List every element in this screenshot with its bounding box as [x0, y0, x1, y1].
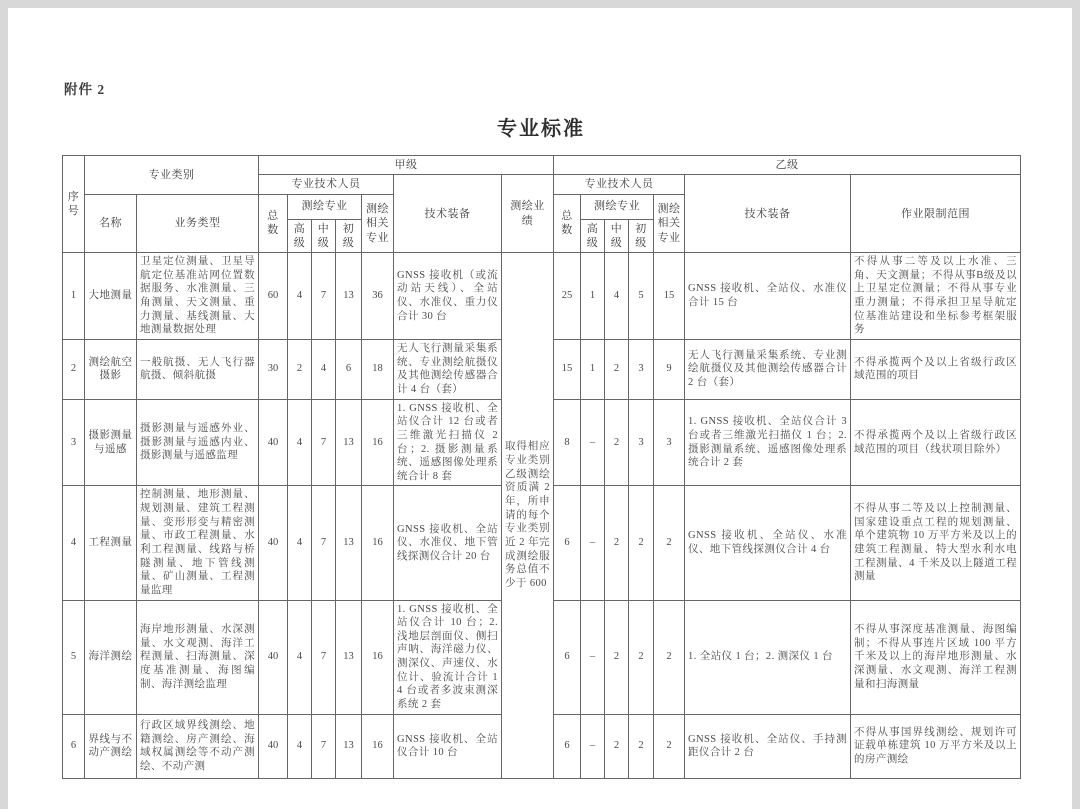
- header-a-performance: 测绘业绩: [502, 175, 554, 253]
- grade-a-equipment: GNSS 接收机、全站仪合计 10 台: [394, 714, 502, 778]
- business-type: 摄影测量与遥感外业、摄影测量与遥感内业、摄影测量与遥感监理: [137, 399, 259, 486]
- header-a-surveying-major: 测绘专业: [288, 194, 362, 219]
- grade-b-junior: 3: [629, 340, 654, 400]
- grade-b-equipment: GNSS 接收机、全站仪、手持测距仪合计 2 台: [685, 714, 851, 778]
- grade-a-equipment: 无人飞行测量采集系统、专业测绘航摄仪及其他测绘传感器合计 4 台（套）: [394, 340, 502, 400]
- grade-a-junior: 13: [336, 714, 362, 778]
- grade-a-total: 60: [259, 253, 288, 340]
- grade-b-senior: 1: [581, 253, 605, 340]
- grade-b-restriction: 不得承揽两个及以上省级行政区域范围的项目（线状项目除外）: [851, 399, 1021, 486]
- header-a-personnel: 专业技术人员: [259, 175, 394, 194]
- grade-a-total: 40: [259, 399, 288, 486]
- grade-b-restriction: 不得从事二等及以上水准、三角、天文测量；不得从事B级及以上卫星定位测量；不得从事专业重力测量；不得承担卫星导航定位基准站建设和坐标参考框架服务: [851, 253, 1021, 340]
- header-b-equipment: 技术装备: [685, 175, 851, 253]
- header-a-junior: 初级: [336, 219, 362, 253]
- grade-a-senior: 4: [288, 714, 312, 778]
- row-serial: 5: [63, 600, 85, 714]
- business-type: 一般航摄、无人飞行器航摄、倾斜航摄: [137, 340, 259, 400]
- category-name: 海洋测绘: [85, 600, 137, 714]
- grade-a-junior: 13: [336, 486, 362, 600]
- grade-b-mid: 2: [605, 340, 629, 400]
- header-serial: 序号: [63, 156, 85, 253]
- grade-a-related: 36: [362, 253, 394, 340]
- header-category: 专业类别: [85, 156, 259, 195]
- grade-a-senior: 4: [288, 253, 312, 340]
- header-row-1: [63, 156, 1021, 175]
- header-grade-a: 甲级: [259, 156, 554, 175]
- grade-a-related: 16: [362, 486, 394, 600]
- grade-b-equipment: GNSS 接收机、全站仪、水准仪、地下管线探测仪合计 4 台: [685, 486, 851, 600]
- header-b-mid: 中级: [605, 219, 629, 253]
- grade-b-total: 6: [554, 600, 581, 714]
- header-business-type: 业务类型: [137, 194, 259, 253]
- header-a-mid: 中级: [312, 219, 336, 253]
- grade-a-junior: 6: [336, 340, 362, 400]
- grade-b-equipment: 无人飞行测量采集系统、专业测绘航摄仪及其他测绘传感器合计 2 台（套）: [685, 340, 851, 400]
- table-row: [63, 253, 1021, 340]
- page-title: 专业标准: [497, 118, 585, 140]
- grade-b-restriction: 不得承揽两个及以上省级行政区域范围的项目: [851, 340, 1021, 400]
- grade-b-junior: 3: [629, 399, 654, 486]
- grade-b-related: 15: [654, 253, 685, 340]
- grade-b-junior: 2: [629, 600, 654, 714]
- header-b-surveying-major: 测绘专业: [581, 194, 654, 219]
- grade-b-equipment: 1. GNSS 接收机、全站仪合计 3 台或者三维激光扫描仪 1 台；2. 摄影测量系统、遥感图像处理系统合计 2 套: [685, 399, 851, 486]
- grade-b-senior: 1: [581, 340, 605, 400]
- grade-b-mid: 4: [605, 253, 629, 340]
- header-b-total: 总数: [554, 194, 581, 253]
- attachment-label: 附件 2: [64, 82, 106, 97]
- grade-b-junior: 2: [629, 714, 654, 778]
- grade-b-related: 2: [654, 600, 685, 714]
- grade-a-mid: 7: [312, 600, 336, 714]
- grade-a-mid: 7: [312, 399, 336, 486]
- grade-a-equipment: GNSS 接收机（或流动站天线）、全站仪、水准仪、重力仪合计 30 台: [394, 253, 502, 340]
- header-b-restriction: 作业限制范围: [851, 175, 1021, 253]
- grade-b-total: 6: [554, 486, 581, 600]
- grade-a-mid: 4: [312, 340, 336, 400]
- grade-b-total: 25: [554, 253, 581, 340]
- grade-b-equipment: 1. 全站仪 1 台；2. 测深仪 1 台: [685, 600, 851, 714]
- grade-b-restriction: 不得从事国界线测绘、规划许可证载单栋建筑 10 万平方米及以上的房产测绘: [851, 714, 1021, 778]
- category-name: 测绘航空摄影: [85, 340, 137, 400]
- header-name: 名称: [85, 194, 137, 253]
- grade-a-related: 16: [362, 399, 394, 486]
- grade-a-related: 16: [362, 714, 394, 778]
- grade-a-equipment: 1. GNSS 接收机、全站仪合计 10 台；2. 浅地层剖面仪、侧扫声呐、海洋磁力仪、测深仪、声速仪、水位计、验流计合计 14 台或者多波束测深系统 2 套: [394, 600, 502, 714]
- grade-a-related: 18: [362, 340, 394, 400]
- grade-a-total: 40: [259, 486, 288, 600]
- grade-a-junior: 13: [336, 399, 362, 486]
- business-type: 控制测量、地形测量、规划测量、建筑工程测量、变形形变与精密测量、市政工程测量、水利工程测量、线路与桥隧测量、地下管线测量、矿山测量、工程测量监理: [137, 486, 259, 600]
- grade-a-senior: 4: [288, 600, 312, 714]
- header-a-total: 总数: [259, 194, 288, 253]
- header-b-related-major: 测绘相关专业: [654, 194, 685, 253]
- row-serial: 3: [63, 399, 85, 486]
- professional-standards-table: [62, 155, 1021, 779]
- business-type: 海岸地形测量、水深测量、水文观测、海洋工程测量、扫海测量、深度基准测量、海图编制、海洋测绘监理: [137, 600, 259, 714]
- category-name: 摄影测量与遥感: [85, 399, 137, 486]
- grade-b-senior: –: [581, 600, 605, 714]
- category-name: 界线与不动产测绘: [85, 714, 137, 778]
- grade-b-junior: 2: [629, 486, 654, 600]
- header-b-senior: 高级: [581, 219, 605, 253]
- grade-b-restriction: 不得从事深度基准测量、海图编制；不得从事连片区域 100 平方千米及以上的海岸地形测量、水深测量、水文观测、海洋工程测量和扫海测量: [851, 600, 1021, 714]
- row-serial: 4: [63, 486, 85, 600]
- grade-b-mid: 2: [605, 486, 629, 600]
- document-page: [8, 8, 1072, 809]
- business-type: 行政区域界线测绘、地籍测绘、房产测绘、海域权属测绘等不动产测绘、不动产测: [137, 714, 259, 778]
- header-a-equipment: 技术装备: [394, 175, 502, 253]
- category-name: 大地测量: [85, 253, 137, 340]
- grade-b-senior: –: [581, 399, 605, 486]
- grade-a-mid: 7: [312, 486, 336, 600]
- category-name: 工程测量: [85, 486, 137, 600]
- grade-a-senior: 4: [288, 399, 312, 486]
- grade-a-total: 40: [259, 714, 288, 778]
- header-b-personnel: 专业技术人员: [554, 175, 685, 194]
- header-a-related-major: 测绘相关专业: [362, 194, 394, 253]
- grade-b-related: 2: [654, 714, 685, 778]
- performance-note: 取得相应专业类别乙级测绘资质满 2 年，所申请的每个专业类别近 2 年完成测绘服务总值不少于 600: [502, 253, 554, 779]
- grade-a-equipment: GNSS 接收机、全站仪、水准仪、地下管线探测仪合计 20 台: [394, 486, 502, 600]
- grade-a-total: 40: [259, 600, 288, 714]
- header-b-junior: 初级: [629, 219, 654, 253]
- grade-b-related: 2: [654, 486, 685, 600]
- business-type: 卫星定位测量、卫星导航定位基准站网位置数据服务、水准测量、三角测量、天文测量、重力测量、基线测量、大地测量数据处理: [137, 253, 259, 340]
- grade-b-related: 9: [654, 340, 685, 400]
- grade-a-senior: 4: [288, 486, 312, 600]
- grade-b-mid: 2: [605, 714, 629, 778]
- grade-b-senior: –: [581, 486, 605, 600]
- grade-b-senior: –: [581, 714, 605, 778]
- grade-a-related: 16: [362, 600, 394, 714]
- grade-a-mid: 7: [312, 253, 336, 340]
- row-serial: 6: [63, 714, 85, 778]
- grade-a-senior: 2: [288, 340, 312, 400]
- row-serial: 1: [63, 253, 85, 340]
- grade-b-total: 15: [554, 340, 581, 400]
- grade-a-junior: 13: [336, 600, 362, 714]
- grade-a-total: 30: [259, 340, 288, 400]
- grade-b-equipment: GNSS 接收机、全站仪、水准仪合计 15 台: [685, 253, 851, 340]
- grade-b-total: 6: [554, 714, 581, 778]
- grade-b-junior: 5: [629, 253, 654, 340]
- grade-a-equipment: 1. GNSS 接收机、全站仪合计 12 台或者三维激光扫描仪 2 台；2. 摄影测量系统、遥感图像处理系统合计 8 套: [394, 399, 502, 486]
- header-a-senior: 高级: [288, 219, 312, 253]
- grade-b-mid: 2: [605, 600, 629, 714]
- grade-a-junior: 13: [336, 253, 362, 340]
- grade-b-total: 8: [554, 399, 581, 486]
- grade-b-related: 3: [654, 399, 685, 486]
- grade-b-mid: 2: [605, 399, 629, 486]
- grade-a-mid: 7: [312, 714, 336, 778]
- grade-b-restriction: 不得从事二等及以上控制测量、国家建设重点工程的规划测量、单个建筑物 10 万平方米及以上的建筑工程测量、特大型水利水电工程测量、4 千米及以上隧道工程测量: [851, 486, 1021, 600]
- row-serial: 2: [63, 340, 85, 400]
- header-grade-b: 乙级: [554, 156, 1021, 175]
